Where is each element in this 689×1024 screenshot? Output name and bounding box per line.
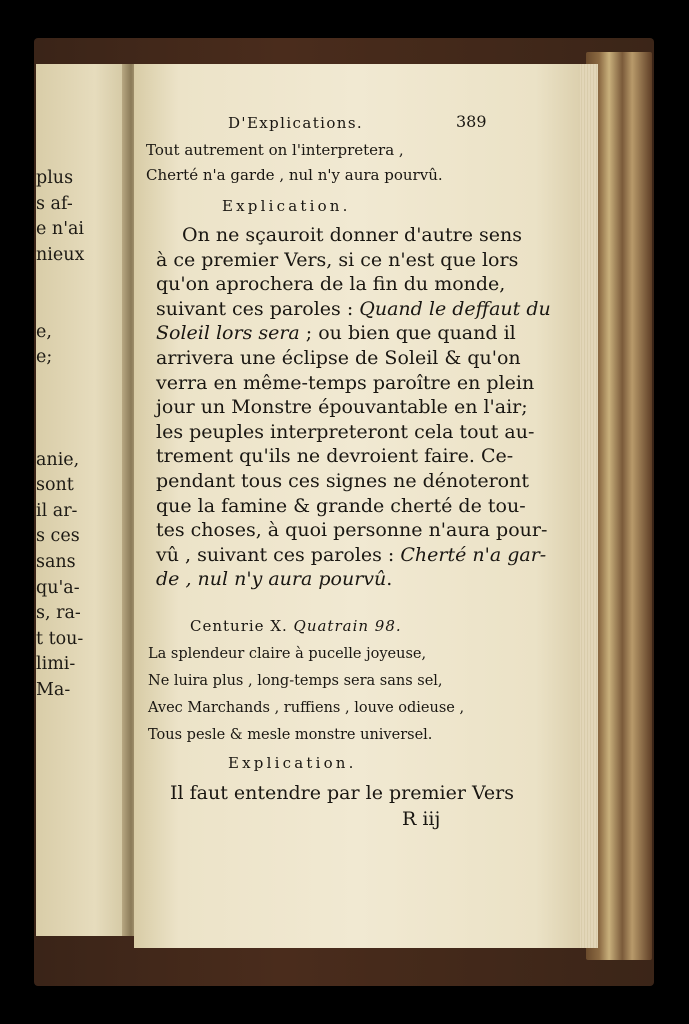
left-page-fragment: s, ra- xyxy=(36,603,81,624)
body-line: On ne sçauroit donner d'autre sens xyxy=(182,224,522,246)
left-page-fragment: anie, xyxy=(36,449,80,470)
quatrain-line: Avec Marchands , ruffiens , louve odieuse , xyxy=(148,700,465,716)
body-line: de , nul n'y aura pourvû. xyxy=(156,568,393,591)
body-line: Il faut entendre par le premier Vers xyxy=(170,782,514,804)
body-line: tes choses, à quoi personne n'aura pour- xyxy=(156,519,548,542)
left-page-fragment: nieux xyxy=(36,244,85,265)
verse-line: Tout autrement on l'interpretera , xyxy=(146,141,404,159)
left-page xyxy=(36,64,134,936)
body-line: Soleil lors sera ; ou bien que quand il xyxy=(156,322,516,345)
body-line: à ce premier Vers, si ce n'est que lors xyxy=(156,248,519,271)
body-line: jour un Monstre épouvantable en l'air; xyxy=(156,396,528,419)
quatrain-line: Ne luira plus , long-temps sera sans sel, xyxy=(148,673,443,689)
left-page-fragment: t tou- xyxy=(36,628,84,649)
book xyxy=(34,38,654,986)
left-page-fragment: sont xyxy=(36,475,74,496)
left-page-fragment: sans xyxy=(36,552,76,572)
section-heading: Explication. xyxy=(228,754,357,772)
verse-line: Cherté n'a garde , nul n'y aura pourvû. xyxy=(146,166,443,184)
section-heading: Explication. xyxy=(222,197,351,215)
left-page-fragment: qu'a- xyxy=(36,577,80,598)
right-page xyxy=(134,64,580,948)
left-page-fragment: e, xyxy=(36,321,52,342)
body-line: suivant ces paroles : Quand le deffaut du xyxy=(156,297,551,320)
body-line: verra en même-temps paroître en plein xyxy=(156,371,535,394)
quatrain-line: Tous pesle & mesle monstre universel. xyxy=(148,727,433,743)
left-page-fragment: s af- xyxy=(36,193,73,214)
left-page-fragment: e n'ai xyxy=(36,219,85,240)
body-line: que la famine & grande cherté de tou- xyxy=(156,494,526,517)
body-line: pendant tous ces signes ne dénoteront xyxy=(156,470,529,492)
body-line: qu'on aprochera de la fin du monde, xyxy=(156,273,506,296)
body-line: arrivera une éclipse de Soleil & qu'on xyxy=(156,347,521,369)
left-page-fragment: s ces xyxy=(36,526,80,547)
quatrain-line: La splendeur claire à pucelle joyeuse, xyxy=(148,646,427,662)
left-page-fragment: limi- xyxy=(36,654,76,675)
left-page-fragment: Ma- xyxy=(36,680,71,700)
left-page-fragment: e; xyxy=(36,347,53,368)
centurie-heading: Centurie X. Quatrain 98. xyxy=(190,617,402,635)
signature-mark: R iij xyxy=(402,808,441,830)
left-page-fragment: plus xyxy=(36,168,74,188)
body-line: trement qu'ils ne devroient faire. Ce- xyxy=(156,445,514,468)
running-head: D'Explications. xyxy=(228,114,364,132)
body-line: les peuples interpreteront cela tout au- xyxy=(156,420,535,443)
body-line: vû , suivant ces paroles : Cherté n'a gar- xyxy=(156,543,547,566)
page-number: 389 xyxy=(456,112,487,131)
left-page-fragment: il ar- xyxy=(36,500,78,521)
